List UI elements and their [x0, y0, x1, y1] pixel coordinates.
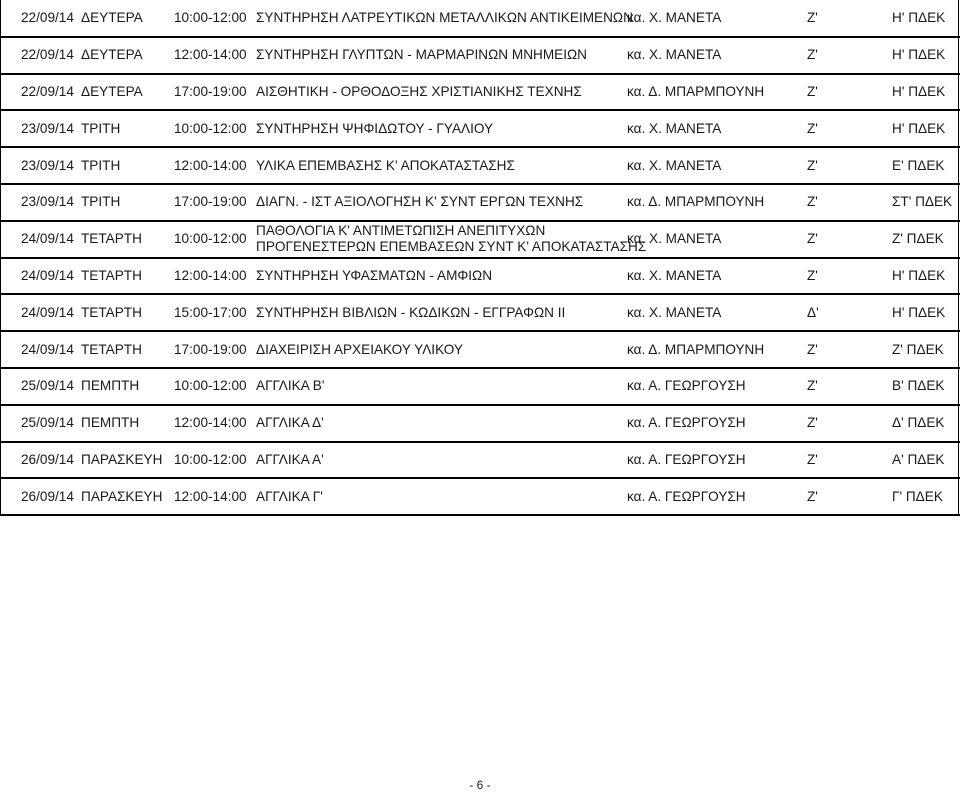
subject-cell	[256, 294, 627, 331]
subject-cell	[256, 478, 627, 515]
subject-cell	[256, 37, 627, 74]
time-cell: 10:00-12:00	[174, 442, 256, 479]
classroom-cell: Ζ' ΠΔΕΚ	[892, 221, 960, 258]
table-row	[1, 110, 960, 147]
subject-line: ΣΥΝΤΗΡΗΣΗ ΨΗΦΙΔΩΤΟΥ - ΓΥΑΛΙΟΥ	[256, 120, 494, 136]
subject-line: ΑΙΣΘΗΤΙΚΗ - ΟΡΘΟΔΟΞΗΣ ΧΡΙΣΤΙΑΝΙΚΗΣ ΤΕΧΝΗΣ	[256, 83, 582, 99]
day-cell: ΠΕΜΠΤΗ	[81, 368, 174, 405]
semester-cell: Ζ'	[807, 405, 892, 442]
subject-cell	[256, 0, 633, 37]
subject-cell	[256, 74, 627, 111]
classroom-cell: Η' ΠΔΕΚ	[892, 74, 960, 111]
date-cell: 23/09/14	[1, 184, 81, 221]
date-cell: 22/09/14	[1, 0, 81, 37]
subject-cell	[256, 110, 627, 147]
day-cell: ΔΕΥΤΕΡΑ	[81, 74, 174, 111]
semester-cell: Ζ'	[807, 37, 892, 74]
table-row	[1, 37, 960, 74]
date-cell: 24/09/14	[1, 331, 81, 368]
date-cell: 23/09/14	[1, 147, 81, 184]
teacher-cell: κα. Α. ΓΕΩΡΓΟΥΣΗ	[627, 442, 807, 479]
semester-cell: Ζ'	[807, 74, 892, 111]
table-row	[1, 368, 960, 405]
subject-line: ΠΑΘΟΛΟΓΙΑ Κ' ΑΝΤΙΜΕΤΩΠΙΣΗ ΑΝΕΠΙΤΥΧΩΝ	[256, 223, 546, 239]
subject-line: ΔΙΑΧΕΙΡΙΣΗ ΑΡΧΕΙΑΚΟΥ ΥΛΙΚΟΥ	[256, 341, 463, 357]
classroom-cell: Η' ΠΔΕΚ	[892, 110, 960, 147]
date-cell: 25/09/14	[1, 405, 81, 442]
subject-cell	[256, 331, 627, 368]
day-cell: ΠΑΡΑΣΚΕΥΗ	[81, 478, 174, 515]
date-cell: 26/09/14	[1, 478, 81, 515]
table-row	[1, 442, 960, 479]
classroom-cell: Η' ΠΔΕΚ	[892, 37, 960, 74]
teacher-cell: κα. Δ. ΜΠΑΡΜΠΟΥΝΗ	[627, 331, 807, 368]
subject-cell	[256, 184, 627, 221]
date-cell: 24/09/14	[1, 221, 81, 258]
classroom-cell: Ε' ΠΔΕΚ	[892, 147, 960, 184]
time-cell: 10:00-12:00	[174, 110, 256, 147]
time-cell: 17:00-19:00	[174, 184, 256, 221]
day-cell: ΔΕΥΤΕΡΑ	[81, 0, 174, 37]
table-row	[1, 405, 960, 442]
subject-line: ΑΓΓΛΙΚΑ Δ'	[256, 415, 324, 431]
exam-schedule-table	[1, 0, 960, 516]
subject-line: ΣΥΝΤΗΡΗΣΗ ΓΛΥΠΤΩΝ - ΜΑΡΜΑΡΙΝΩΝ ΜΝΗΜΕΙΩΝ	[256, 47, 587, 63]
semester-cell: Ζ'	[807, 221, 892, 258]
day-cell: ΤΡΙΤΗ	[81, 184, 174, 221]
semester-cell: Ζ'	[807, 258, 892, 295]
day-cell: ΤΡΙΤΗ	[81, 147, 174, 184]
time-cell: 12:00-14:00	[174, 37, 256, 74]
teacher-cell: κα. Χ. ΜΑΝΕΤΑ	[627, 0, 807, 37]
date-cell: 22/09/14	[1, 74, 81, 111]
teacher-cell: κα. Χ. ΜΑΝΕΤΑ	[627, 258, 807, 295]
date-cell: 22/09/14	[1, 37, 81, 74]
teacher-cell: κα. Δ. ΜΠΑΡΜΠΟΥΝΗ	[627, 74, 807, 111]
teacher-cell: κα. Χ. ΜΑΝΕΤΑ	[627, 294, 807, 331]
table-row	[1, 258, 960, 295]
page-number: - 6 -	[469, 778, 491, 792]
teacher-cell: κα. Χ. ΜΑΝΕΤΑ	[627, 221, 807, 258]
semester-cell: Δ'	[807, 294, 892, 331]
date-cell: 24/09/14	[1, 258, 81, 295]
teacher-cell: κα. Χ. ΜΑΝΕΤΑ	[627, 37, 807, 74]
classroom-cell: Δ' ΠΔΕΚ	[892, 405, 960, 442]
teacher-cell: κα. Δ. ΜΠΑΡΜΠΟΥΝΗ	[627, 184, 807, 221]
classroom-cell: Η' ΠΔΕΚ	[892, 294, 960, 331]
classroom-cell: Α' ΠΔΕΚ	[892, 442, 960, 479]
semester-cell: Ζ'	[807, 331, 892, 368]
day-cell: ΤΕΤΑΡΤΗ	[81, 221, 174, 258]
time-cell: 10:00-12:00	[174, 221, 256, 258]
classroom-cell: Ζ' ΠΔΕΚ	[892, 331, 960, 368]
teacher-cell: κα. Α. ΓΕΩΡΓΟΥΣΗ	[627, 405, 807, 442]
subject-line: ΠΡΟΓΕΝΕΣΤΕΡΩΝ ΕΠΕΜΒΑΣΕΩΝ ΣΥΝΤ Κ' ΑΠΟΚΑΤΑΣΤΑΣΗΣ	[256, 239, 647, 255]
date-cell: 23/09/14	[1, 110, 81, 147]
teacher-cell: κα. Χ. ΜΑΝΕΤΑ	[627, 147, 807, 184]
time-cell: 12:00-14:00	[174, 478, 256, 515]
teacher-cell: κα. Χ. ΜΑΝΕΤΑ	[627, 110, 807, 147]
subject-line: ΑΓΓΛΙΚΑ Β'	[256, 378, 325, 394]
day-cell: ΤΡΙΤΗ	[81, 110, 174, 147]
subject-line: ΑΓΓΛΙΚΑ Α'	[256, 451, 324, 467]
table-row	[1, 294, 960, 331]
table-row	[1, 184, 960, 221]
subject-line: ΔΙΑΓΝ. - ΙΣΤ ΑΞΙΟΛΟΓΗΣΗ Κ' ΣΥΝΤ ΕΡΓΩΝ ΤΕΧΝΗΣ	[256, 194, 584, 210]
subject-line: ΥΛΙΚΑ ΕΠΕΜΒΑΣΗΣ Κ' ΑΠΟΚΑΤΑΣΤΑΣΗΣ	[256, 157, 515, 173]
semester-cell: Ζ'	[807, 478, 892, 515]
semester-cell: Ζ'	[807, 147, 892, 184]
day-cell: ΠΑΡΑΣΚΕΥΗ	[81, 442, 174, 479]
time-cell: 17:00-19:00	[174, 331, 256, 368]
table-row	[1, 74, 960, 111]
subject-line: ΣΥΝΤΗΡΗΣΗ ΥΦΑΣΜΑΤΩΝ - ΑΜΦΙΩΝ	[256, 267, 493, 283]
subject-line: ΑΓΓΛΙΚΑ Γ'	[256, 488, 323, 504]
table-row	[1, 147, 960, 184]
teacher-cell: κα. Α. ΓΕΩΡΓΟΥΣΗ	[627, 368, 807, 405]
subject-cell	[256, 258, 627, 295]
table-row	[1, 478, 960, 515]
time-cell: 10:00-12:00	[174, 0, 256, 37]
table-row	[1, 331, 960, 368]
date-cell: 26/09/14	[1, 442, 81, 479]
semester-cell: Ζ'	[807, 442, 892, 479]
day-cell: ΤΕΤΑΡΤΗ	[81, 294, 174, 331]
subject-cell	[256, 147, 627, 184]
day-cell: ΔΕΥΤΕΡΑ	[81, 37, 174, 74]
day-cell: ΤΕΤΑΡΤΗ	[81, 258, 174, 295]
subject-cell	[256, 442, 627, 479]
time-cell: 12:00-14:00	[174, 258, 256, 295]
date-cell: 24/09/14	[1, 294, 81, 331]
subject-line: ΣΥΝΤΗΡΗΣΗ ΒΙΒΛΙΩΝ - ΚΩΔΙΚΩΝ - ΕΓΓΡΑΦΩΝ ΙΙ	[256, 304, 566, 320]
classroom-cell: Γ' ΠΔΕΚ	[892, 478, 960, 515]
date-cell: 25/09/14	[1, 368, 81, 405]
table-row	[1, 221, 960, 258]
classroom-cell: Η' ΠΔΕΚ	[892, 0, 960, 37]
subject-cell	[256, 221, 647, 258]
teacher-cell: κα. Α. ΓΕΩΡΓΟΥΣΗ	[627, 478, 807, 515]
time-cell: 12:00-14:00	[174, 405, 256, 442]
semester-cell: Ζ'	[807, 184, 892, 221]
semester-cell: Ζ'	[807, 110, 892, 147]
classroom-cell: ΣΤ' ΠΔΕΚ	[892, 184, 960, 221]
classroom-cell: Β' ΠΔΕΚ	[892, 368, 960, 405]
table-row	[1, 0, 960, 37]
day-cell: ΠΕΜΠΤΗ	[81, 405, 174, 442]
semester-cell: Ζ'	[807, 368, 892, 405]
subject-line: ΣΥΝΤΗΡΗΣΗ ΛΑΤΡΕΥΤΙΚΩΝ ΜΕΤΑΛΛΙΚΩΝ ΑΝΤΙΚΕΙΜΕΝΩΝ	[256, 9, 633, 25]
time-cell: 12:00-14:00	[174, 147, 256, 184]
time-cell: 15:00-17:00	[174, 294, 256, 331]
subject-cell	[256, 368, 627, 405]
schedule-body	[1, 0, 960, 515]
day-cell: ΤΕΤΑΡΤΗ	[81, 331, 174, 368]
subject-cell	[256, 405, 627, 442]
time-cell: 17:00-19:00	[174, 74, 256, 111]
semester-cell: Ζ'	[807, 0, 892, 37]
classroom-cell: Η' ΠΔΕΚ	[892, 258, 960, 295]
time-cell: 10:00-12:00	[174, 368, 256, 405]
